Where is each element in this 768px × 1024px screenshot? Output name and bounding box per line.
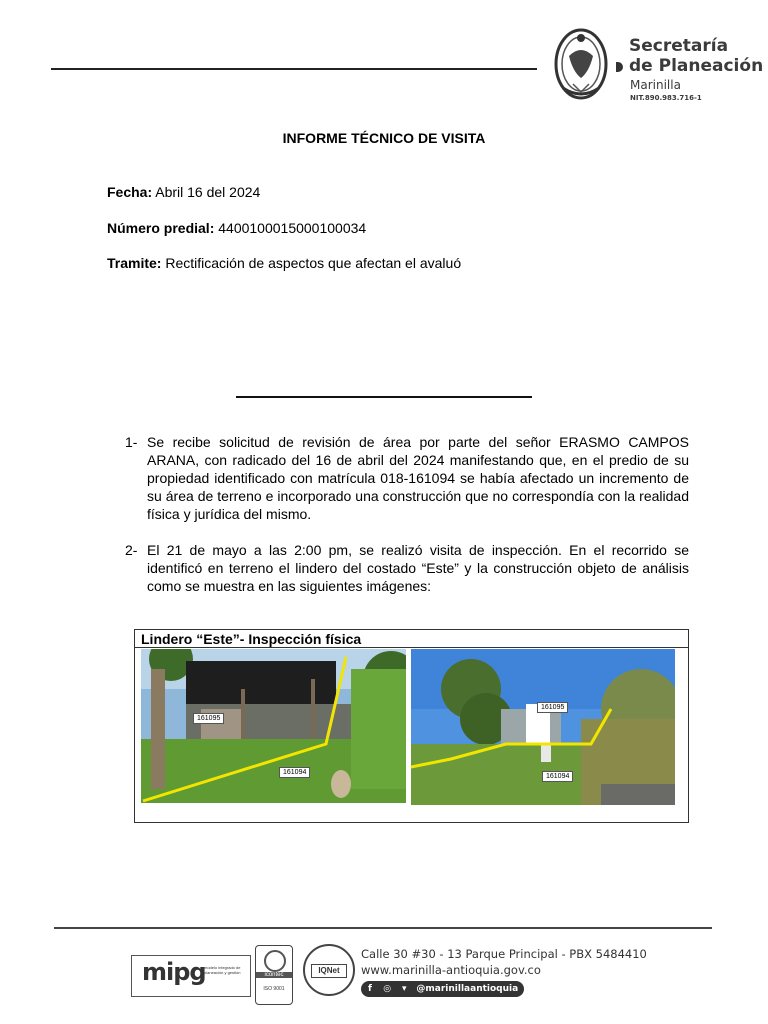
photo1-label-a: 161095 <box>193 713 224 724</box>
municipal-seal-icon <box>553 26 609 104</box>
icontec-icon <box>264 950 286 972</box>
fecha-field <box>107 184 260 200</box>
fecha-value: Abril 16 del 2024 <box>155 184 261 200</box>
dept-name-line1: Secretaría <box>629 36 729 56</box>
photo2-label-a: 161095 <box>537 702 568 713</box>
header-rule <box>51 68 537 70</box>
social-links-bar <box>361 981 524 997</box>
logo-marker <box>616 62 623 72</box>
item-number: 1- <box>125 434 138 450</box>
tramite-value: Rectificación de aspectos que afectan el avaluó <box>165 255 462 271</box>
photo-caption: Lindero “Este”- Inspección física <box>141 631 362 647</box>
predial-field <box>107 220 366 236</box>
dept-city: Marinilla <box>630 78 681 92</box>
signature-rule <box>236 396 532 398</box>
facebook-icon[interactable]: f <box>368 984 372 994</box>
mipg-logo: mipg <box>142 958 206 986</box>
dept-name-line2: de Planeación <box>629 56 764 76</box>
tramite-label: Tramite: <box>107 255 162 271</box>
secretaria-logo <box>553 26 763 110</box>
item-number: 2- <box>125 542 138 558</box>
icontec-badge <box>255 945 293 1005</box>
item-text: El 21 de mayo a las 2:00 pm, se realizó visita de inspección. En el recorrido se identificó en terreno el lindero del costado “Este” y la construcción objeto de análisis como se muestra en las siguientes imágenes: <box>147 542 689 594</box>
icontec-label: icontec <box>256 972 292 978</box>
inspection-photo-2 <box>411 649 675 805</box>
dept-nit: NIT.890.983.716-1 <box>630 94 702 102</box>
tramite-field <box>107 255 461 271</box>
iqnet-seal <box>303 944 355 996</box>
item-text: Se recibe solicitud de revisión de área por parte del señor ERASMO CAMPOS ARANA, con radicado del 16 de abril del 2024 manifestando que, en el predio de su propiedad identificado con matrícula 018-161094 se había afectado un incremento de su área de terreno e incorporado una construcción que no correspondía con la realidad física y jurídica del mismo. <box>147 434 689 522</box>
list-item <box>125 433 689 523</box>
social-handle[interactable]: @marinillaantioquia <box>416 984 519 994</box>
photo-caption-divider <box>135 647 688 648</box>
predial-value: 4400100015000100034 <box>218 220 367 236</box>
photo2-label-b: 161094 <box>542 771 573 782</box>
dept-name <box>629 36 763 76</box>
inspection-photo-1 <box>141 649 406 803</box>
iqnet-label: IQNet <box>311 964 347 978</box>
mipg-logo-box <box>131 955 251 997</box>
inspection-photo-1-image <box>141 649 406 803</box>
icontec-iso: ISO 9001 <box>263 986 285 992</box>
photo1-label-b: 161094 <box>279 767 310 778</box>
instagram-icon[interactable]: ◎ <box>383 984 392 994</box>
document-title: INFORME TÉCNICO DE VISITA <box>282 130 486 146</box>
footer-website[interactable]: www.marinilla-antioquia.gov.co <box>361 963 541 977</box>
footer-address: Calle 30 #30 - 13 Parque Principal - PBX 5484410 <box>361 947 647 961</box>
mipg-text: modelo integrado de planeación y gestión <box>204 965 241 975</box>
photo-table <box>134 629 689 823</box>
predial-label: Número predial: <box>107 220 215 236</box>
twitter-icon[interactable]: ▾ <box>402 984 407 994</box>
list-item <box>125 541 689 595</box>
footer-rule <box>54 927 712 929</box>
fecha-label: Fecha: <box>107 184 153 200</box>
